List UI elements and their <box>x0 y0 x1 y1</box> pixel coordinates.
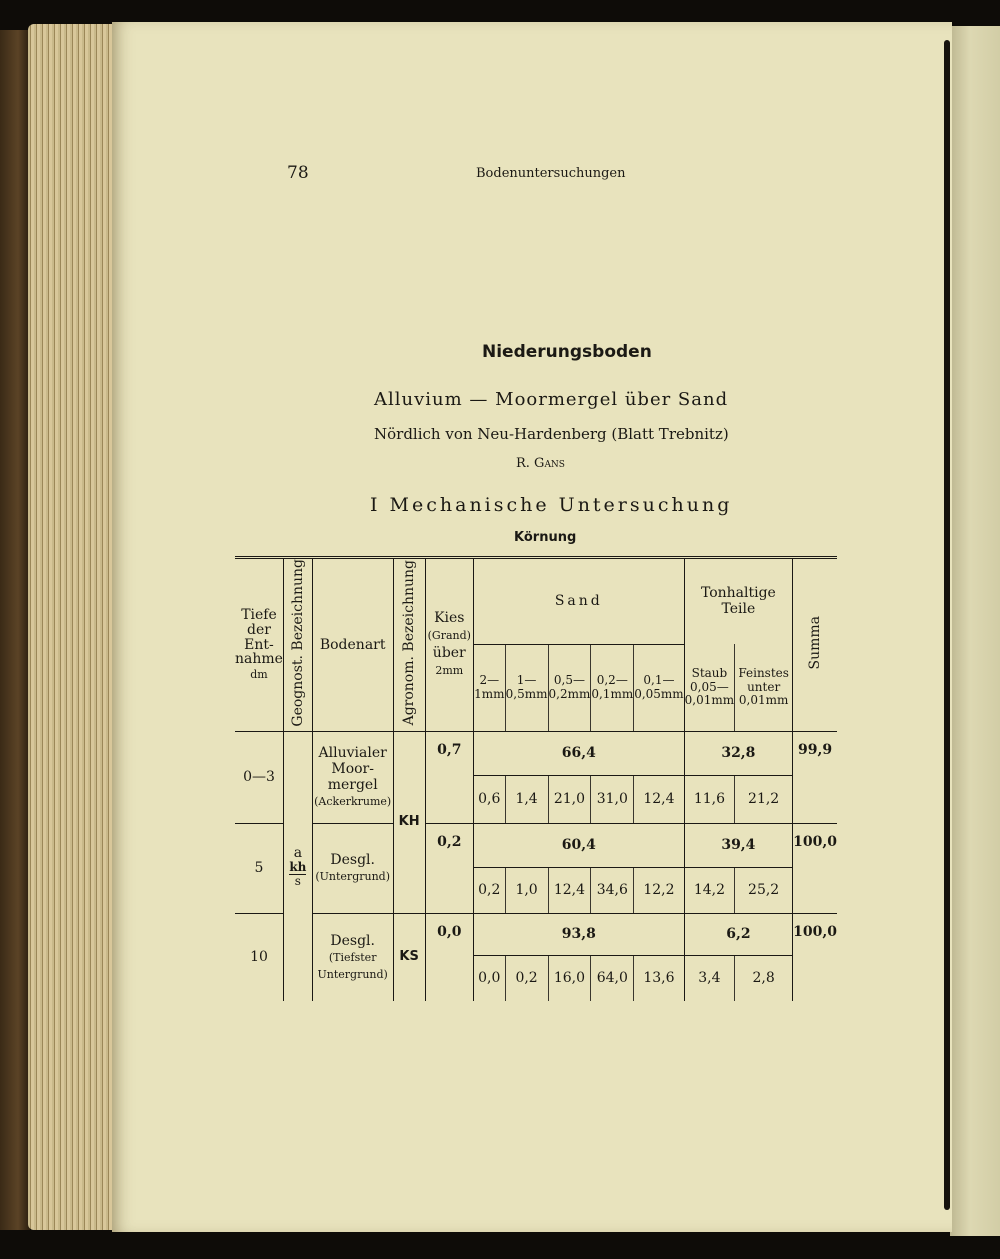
cell-sand: 12,4 <box>634 775 684 823</box>
cell-agronom: KS <box>393 913 425 1001</box>
cell-sand: 1,4 <box>505 775 548 823</box>
cell-sand-total: 93,8 <box>473 913 684 955</box>
cell-sand: 12,2 <box>634 867 684 913</box>
cell-sand-total: 66,4 <box>473 731 684 775</box>
cell-sand-total: 60,4 <box>473 823 684 867</box>
running-title: Bodenuntersuchungen <box>476 166 626 181</box>
cell-bodenart: Alluvialer Moor- mergel (Ackerkrume) <box>312 731 393 823</box>
header-depth: Tiefe der Ent- nahme dm <box>235 558 283 732</box>
header-ton-col: Feinstes unter 0,01mm <box>735 644 793 731</box>
cell-agronom: KH <box>393 731 425 913</box>
cell-ton-total: 32,8 <box>684 731 792 775</box>
table-row <box>235 913 837 955</box>
header-agronom: Agronom. Bezeichnung <box>393 558 425 732</box>
header-sand-col: 0,1— 0,05mm <box>634 644 684 731</box>
cell-ton: 21,2 <box>735 775 793 823</box>
cell-sand: 1,0 <box>505 867 548 913</box>
cell-sand: 0,2 <box>473 867 505 913</box>
granulometry-table <box>235 556 837 1001</box>
page-stack-edge <box>28 24 120 1230</box>
header-ton: Tonhaltige Teile <box>684 558 792 645</box>
cell-sand: 31,0 <box>591 775 634 823</box>
header-ton-col: Staub 0,05— 0,01mm <box>684 644 734 731</box>
location-line: Nördlich von Neu-Hardenberg (Blatt Trebnitz) <box>374 425 729 443</box>
cell-sand: 0,6 <box>473 775 505 823</box>
table-row <box>235 823 837 867</box>
cell-sand: 13,6 <box>634 955 684 1001</box>
page-number: 78 <box>287 163 309 183</box>
header-geognost: Geognost. Bezeichnung <box>283 558 312 732</box>
author: R. Gans <box>516 456 565 471</box>
header-sand: Sand <box>473 558 684 645</box>
cell-summa: 100,0 <box>793 823 837 913</box>
subtitle: Alluvium — Moormergel über Sand <box>374 389 729 410</box>
book-cover-edge <box>0 30 30 1230</box>
cell-ton: 3,4 <box>684 955 734 1001</box>
cell-ton: 14,2 <box>684 867 734 913</box>
cell-bodenart: Desgl. (Tiefster Untergrund) <box>312 913 393 1001</box>
cell-depth: 10 <box>250 949 268 966</box>
analysis-title: I Mechanische Untersuchung <box>370 494 733 516</box>
header-sand-col: 2— 1mm <box>473 644 505 731</box>
cell-ton-total: 6,2 <box>684 913 792 955</box>
header-sand-col: 1— 0,5mm <box>505 644 548 731</box>
cell-sand: 0,2 <box>505 955 548 1001</box>
cell-depth: 0—3 <box>235 731 283 823</box>
cell-depth: 5 <box>235 823 283 913</box>
cell-sand: 16,0 <box>548 955 591 1001</box>
cell-ton: 25,2 <box>735 867 793 913</box>
header-sand-col: 0,2— 0,1mm <box>591 644 634 731</box>
cell-kies: 0,7 <box>425 731 473 823</box>
header-bodenart: Bodenart <box>312 558 393 732</box>
cell-summa: 99,9 <box>793 731 837 823</box>
cell-ton: 2,8 <box>735 955 793 1001</box>
cell-summa: 100,0 <box>793 913 837 1001</box>
cell-sand: 12,4 <box>548 867 591 913</box>
header-sand-col: 0,5— 0,2mm <box>548 644 591 731</box>
table-row <box>235 731 837 775</box>
cell-bodenart: Desgl. (Untergrund) <box>312 823 393 913</box>
cell-ton-total: 39,4 <box>684 823 792 867</box>
cell-ton: 11,6 <box>684 775 734 823</box>
cell-sand: 34,6 <box>591 867 634 913</box>
cell-sand: 21,0 <box>548 775 591 823</box>
header-kies: Kies (Grand) über 2mm <box>425 558 473 732</box>
cell-sand: 64,0 <box>591 955 634 1001</box>
binding-thread <box>944 40 950 1210</box>
cell-geognost-symbol: a $\frac{kh}{s}$ <box>283 731 312 1001</box>
cell-kies: 0,2 <box>425 823 473 913</box>
section-title: Niederungsboden <box>482 342 652 362</box>
table-caption: Körnung <box>514 530 577 545</box>
cell-kies: 0,0 <box>425 913 473 1001</box>
cell-sand: 0,0 <box>473 955 505 1001</box>
next-page-edge <box>950 26 1000 1236</box>
header-summa: Summa <box>793 558 837 732</box>
